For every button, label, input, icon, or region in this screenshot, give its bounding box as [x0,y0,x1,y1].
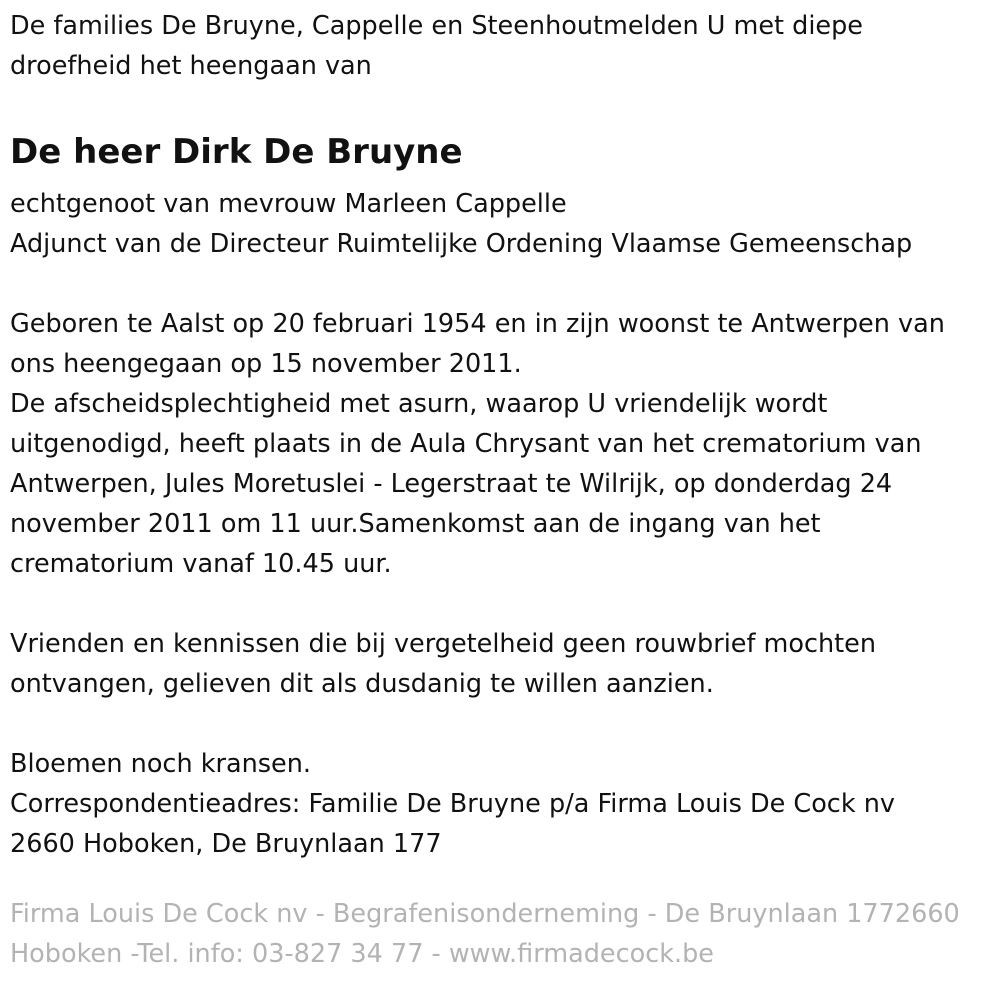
intro-line-1: De families De Bruyne, Cappelle en Steenhoutmelden U met diepe [10,11,863,41]
correspondence-address-line-1: Correspondentieadres: Familie De Bruyne p/a Firma Louis De Cock nv [10,789,895,819]
flowers-line: Bloemen noch kransen. [10,749,311,779]
footer-line-1: Firma Louis De Cock nv - Begrafenisonderneming - De Bruynlaan 1772660 [10,899,960,929]
spouse-line: echtgenoot van mevrouw Marleen Cappelle [10,189,567,219]
details-line: uitgenodigd, heeft plaats in de Aula Chrysant van het crematorium van [10,429,922,459]
intro-block [10,0,990,86]
notice-line-2: ontvangen, gelieven dit als dusdanig te willen aanzien. [10,669,714,699]
spacer [10,584,990,624]
spacer [10,704,990,744]
details-line: ons heengegaan op 15 november 2011. [10,349,522,379]
closing-block [10,744,990,864]
funeral-home-footer [10,894,960,974]
deceased-name: De heer Dirk De Bruyne [10,132,463,172]
details-block [10,304,990,584]
details-line: Geboren te Aalst op 20 februari 1954 en in zijn woonst te Antwerpen van [10,309,945,339]
notice-line-1: Vrienden en kennissen die bij vergetelheid geen rouwbrief mochten [10,629,877,659]
details-line: november 2011 om 11 uur.Samenkomst aan de ingang van het [10,509,821,539]
spacer [10,264,990,304]
details-line: crematorium vanaf 10.45 uur. [10,549,392,579]
notice-block [10,624,990,704]
footer-line-2: Hoboken -Tel. info: 03-827 34 77 - www.firmadecock.be [10,939,714,969]
intro-line-2: droefheid het heengaan van [10,51,372,81]
details-line: De afscheidsplechtigheid met asurn, waarop U vriendelijk wordt [10,389,828,419]
correspondence-address-line-2: 2660 Hoboken, De Bruynlaan 177 [10,829,442,859]
function-line: Adjunct van de Directeur Ruimtelijke Ordening Vlaamse Gemeenschap [10,229,913,259]
details-line: Antwerpen, Jules Moretuslei - Legerstraat te Wilrijk, op donderdag 24 [10,469,893,499]
deceased-info [10,184,990,264]
